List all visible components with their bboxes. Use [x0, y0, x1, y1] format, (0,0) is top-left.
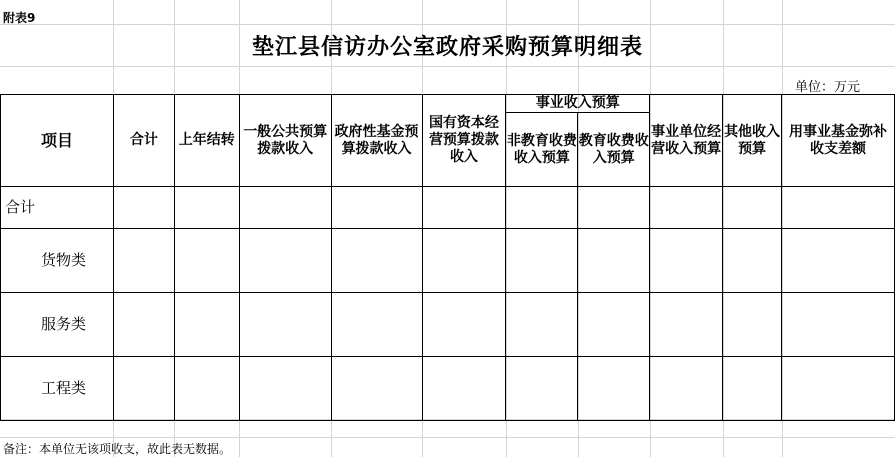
table-cell — [239, 229, 331, 293]
row-label: 服务类 — [1, 293, 114, 357]
table-cell — [782, 187, 895, 229]
table-cell — [650, 229, 723, 293]
footnote: 备注：本单位无该项收支，故此表无数据。 — [3, 442, 232, 456]
table-cell — [723, 229, 782, 293]
table-cell — [506, 229, 578, 293]
table-row — [1, 357, 895, 421]
header-state-capital: 国有资本经营预算拨款收入 — [422, 95, 506, 187]
table-cell — [650, 187, 723, 229]
header-total: 合计 — [113, 95, 174, 187]
table-cell — [174, 187, 239, 229]
page-title: 垫江县信访办公室政府采购预算明细表 — [251, 34, 643, 60]
header-business-income: 事业收入预算 — [506, 95, 650, 113]
header-fund-balance: 用事业基金弥补收支差额 — [782, 95, 895, 187]
table-cell — [578, 187, 650, 229]
table-cell — [782, 357, 895, 421]
table-cell — [331, 187, 422, 229]
row-label: 工程类 — [1, 357, 114, 421]
table-cell — [506, 357, 578, 421]
unit-label: 单位：万元 — [794, 80, 860, 95]
table-cell — [650, 357, 723, 421]
row-label: 合计 — [1, 187, 114, 229]
header-item: 项目 — [1, 95, 114, 187]
table-cell — [782, 293, 895, 357]
table-cell — [782, 229, 895, 293]
header-non-edu-fee: 非教育收费收入预算 — [506, 113, 578, 187]
table-row — [1, 187, 895, 229]
table-cell — [422, 293, 506, 357]
header-carryover: 上年结转 — [174, 95, 239, 187]
header-other-income: 其他收入预算 — [723, 95, 782, 187]
table-cell — [239, 357, 331, 421]
table-cell — [723, 357, 782, 421]
table-cell — [422, 187, 506, 229]
sheet-label: 附表9 — [3, 11, 36, 25]
table-cell — [723, 187, 782, 229]
table-cell — [113, 357, 174, 421]
budget-table — [0, 94, 895, 421]
header-gov-fund: 政府性基金预算拨款收入 — [331, 95, 422, 187]
table-cell — [506, 187, 578, 229]
table-cell — [174, 357, 239, 421]
table-cell — [239, 293, 331, 357]
table-cell — [422, 357, 506, 421]
table-cell — [174, 293, 239, 357]
table-row — [1, 293, 895, 357]
table-cell — [578, 357, 650, 421]
row-label: 货物类 — [1, 229, 114, 293]
table-cell — [113, 187, 174, 229]
table-cell — [578, 293, 650, 357]
table-row — [1, 229, 895, 293]
table-cell — [113, 293, 174, 357]
table-cell — [239, 187, 331, 229]
table-cell — [578, 229, 650, 293]
table-cell — [113, 229, 174, 293]
header-edu-fee: 教育收费收入预算 — [578, 113, 650, 187]
table-cell — [422, 229, 506, 293]
table-cell — [723, 293, 782, 357]
table-cell — [174, 229, 239, 293]
table-cell — [506, 293, 578, 357]
table-cell — [331, 229, 422, 293]
table-cell — [650, 293, 723, 357]
table-cell — [331, 357, 422, 421]
header-unit-operating: 事业单位经营收入预算 — [650, 95, 723, 187]
header-general-budget: 一般公共预算拨款收入 — [239, 95, 331, 187]
table-cell — [331, 293, 422, 357]
